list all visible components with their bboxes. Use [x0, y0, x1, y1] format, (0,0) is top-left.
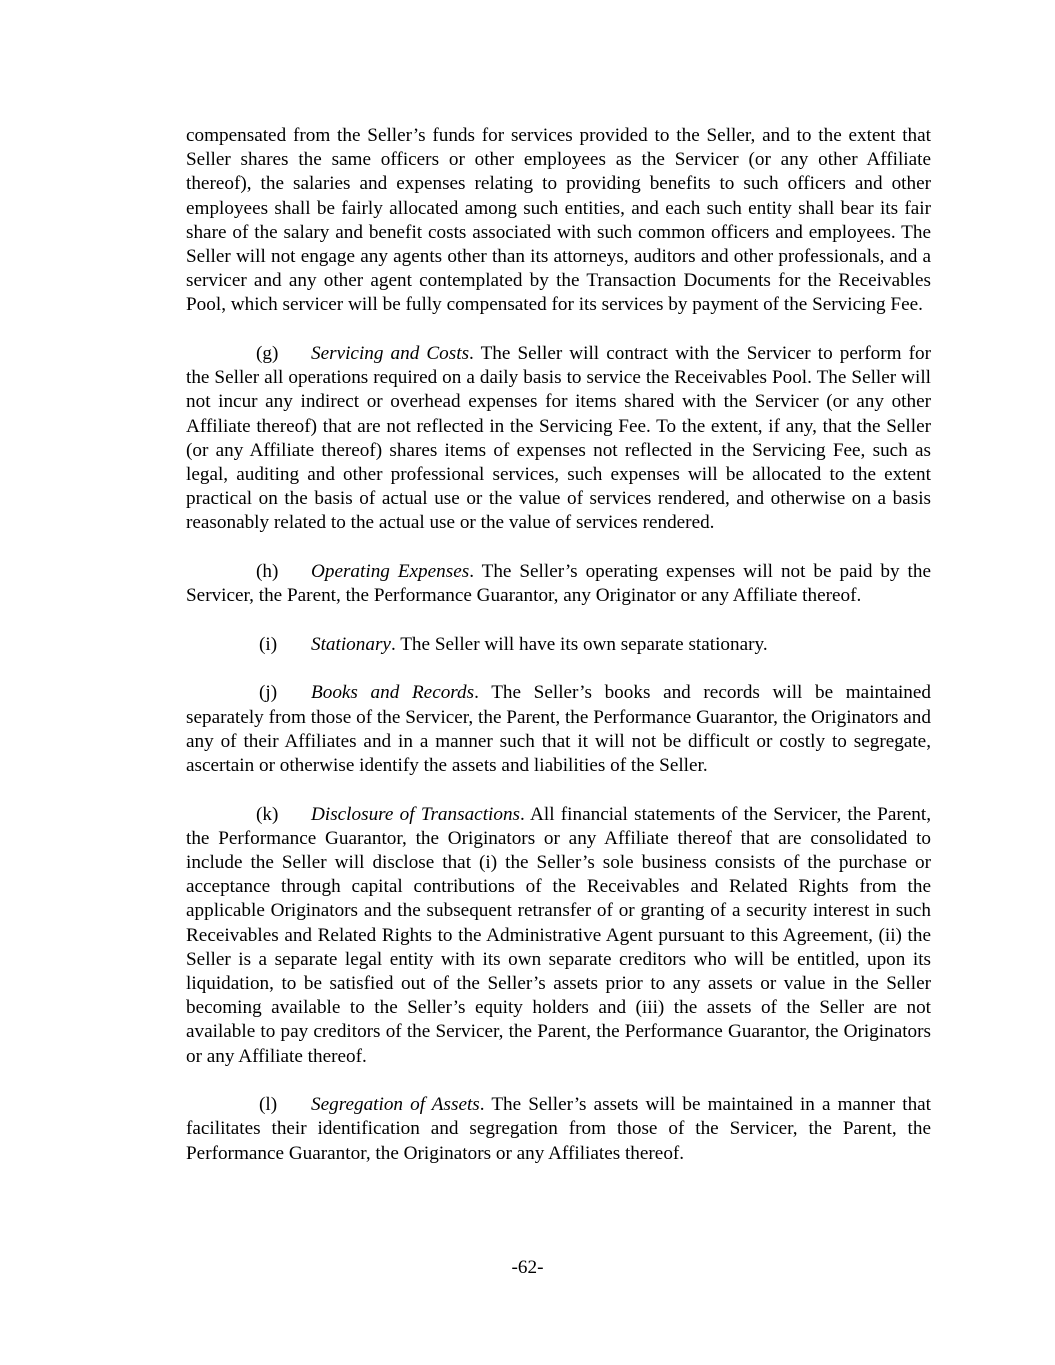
section-i-paragraph	[186, 633, 931, 657]
section-h-text: . The Seller’s operating expenses will not be paid by the Servicer, the Parent, the Performance Guarantor, any Originator or any Affiliate thereof.	[186, 561, 931, 607]
section-h-label: (h)	[256, 561, 279, 583]
section-i-caption: Stationary	[311, 633, 391, 655]
section-h-paragraph	[186, 560, 931, 608]
continuation-paragraph: compensated from the Seller’s funds for services provided to the Seller, and to the extent that Seller shares the same officers or other employees as the Servicer (or any other Affiliate thereof), the salaries and expenses relating to providing benefits to such officers and other employees shall be fairly allocated among such entities, and each such entity shall bear its fair share of the salary and benefit costs associated with such common officers and employees. The Seller will not engage any agents other than its attorneys, auditors and other professionals, and a servicer and any other agent contemplated by the Transaction Documents for the Receivables Pool, which servicer will be fully compensated for its services by payment of the Servicing Fee.	[186, 125, 931, 316]
section-g-paragraph	[186, 342, 931, 536]
page-number: -62-	[511, 1257, 544, 1278]
section-h-caption: Operating Expenses	[311, 561, 470, 583]
section-j-label: (j)	[259, 682, 278, 704]
section-k-caption: Disclosure of Transactions	[311, 803, 521, 825]
section-i-label: (i)	[259, 633, 278, 655]
section-g-text: . The Seller will contract with the Servicer to perform for the Seller all operations required on a daily basis to service the Receivables Pool. The Seller will not incur any indirect or overhead expenses for items shared with the Servicer (or any other Affiliate thereof) that are not reflected in the Servicing Fee. To the extent, if any, that the Seller (or any Affiliate thereof) shares items of expenses not reflected in the Servicing Fee, such as legal, auditing and other professional services, such expenses will be allocated to the extent practical on the basis of actual use or the value of services rendered, and otherwise on a basis reasonably related to the actual use or the value of services rendered.	[186, 343, 931, 534]
section-l-label: (l)	[259, 1094, 278, 1116]
document-body	[186, 124, 931, 1190]
section-i-text: . The Seller will have its own separate stationary.	[390, 633, 768, 655]
section-k-paragraph	[186, 803, 931, 1069]
section-k-text: . All financial statements of the Servicer, the Parent, the Performance Guarantor, the Originators or any Affiliate thereof that are consolidated to include the Seller will disclose that (i) the Seller’s sole business consists of the purchase or acceptance through capital contributions of the Receivables and Related Rights from the applicable Originators and the subsequent retransfer of or granting of a security interest in such Receivables and Related Rights to the Administrative Agent pursuant to this Agreement, (ii) the Seller is a separate legal entity with its own separate creditors who will be entitled, upon its liquidation, to be satisfied out of the Seller’s assets prior to any assets or value in the Seller becoming available to the Seller’s equity holders and (iii) the assets of the Seller are not available to pay creditors of the Servicer, the Parent, the Performance Guarantor, the Originators or any Affiliate thereof.	[186, 803, 931, 1067]
section-j-text: . The Seller’s books and records will be maintained separately from those of the Servicer, the Parent, the Performance Guarantor, the Originators and any of their Affiliates and in a manner such that it will not be difficult or costly to segregate, ascertain or otherwise identify the assets and liabilities of the Seller.	[186, 682, 932, 777]
section-k-label: (k)	[256, 803, 279, 825]
section-l-caption: Segregation of Assets	[311, 1094, 480, 1116]
section-j-caption: Books and Records	[311, 682, 475, 704]
section-j-paragraph	[186, 681, 931, 778]
section-g-caption: Servicing and Costs	[311, 343, 470, 365]
section-l-text: . The Seller’s assets will be maintained in a manner that facilitates their identification and segregation from those of the Servicer, the Parent, the Performance Guarantor, the Originators or any Affiliates thereof.	[186, 1094, 932, 1164]
section-g-label: (g)	[256, 343, 279, 365]
section-l-paragraph	[186, 1093, 931, 1166]
